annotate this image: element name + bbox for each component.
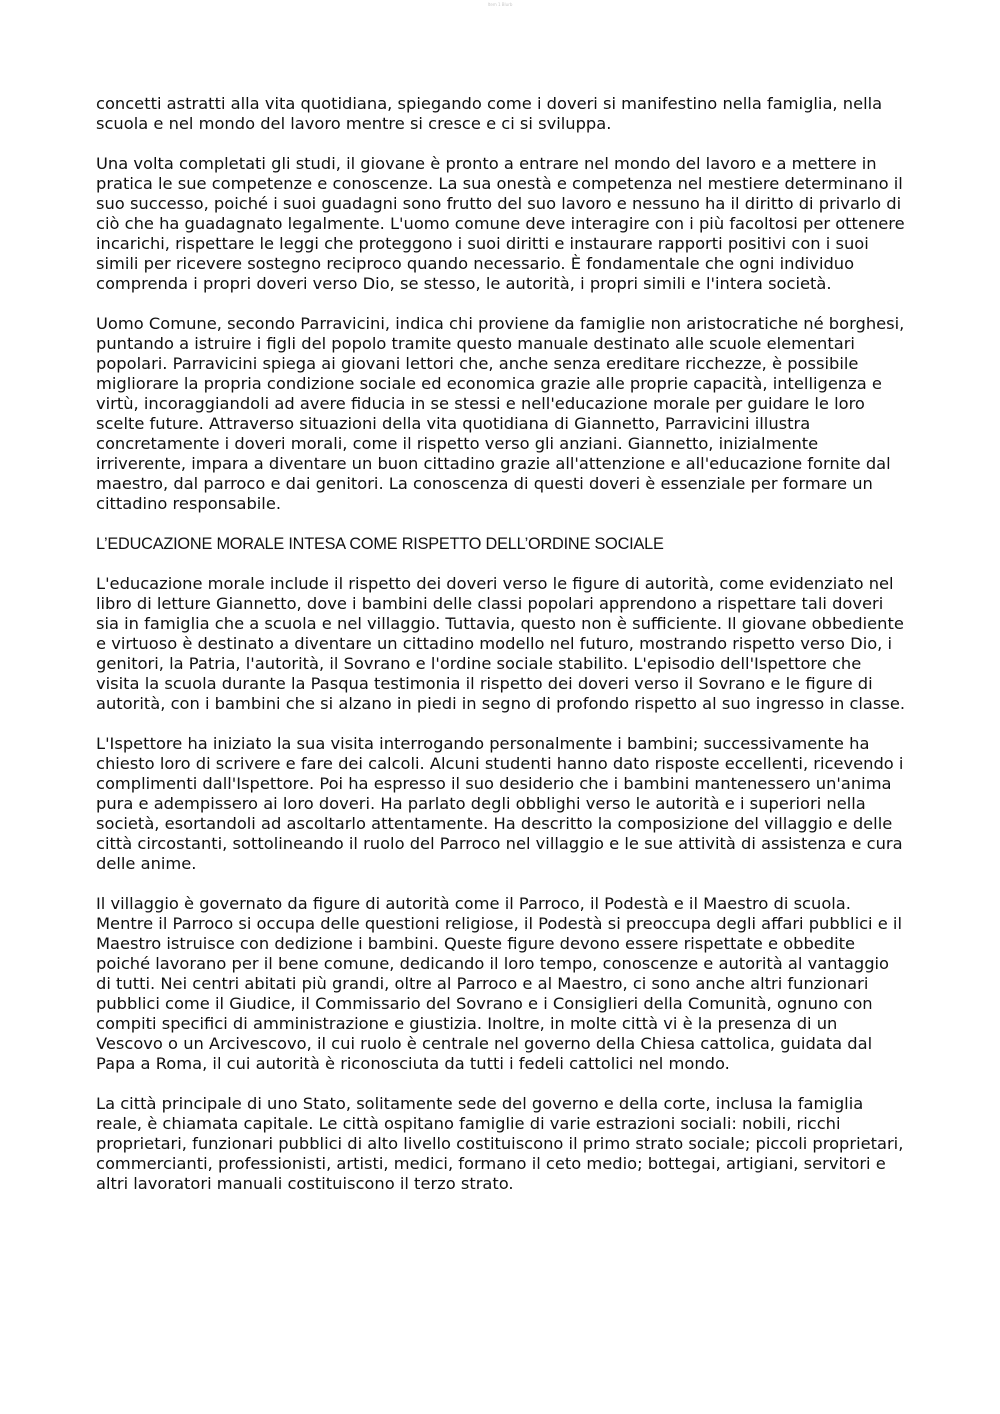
paragraph-7: La città principale di uno Stato, solitamente sede del governo e della corte, inclusa la famiglia reale, è chiamata capitale. Le città ospitano famiglie di varie estrazioni sociali: nobili, ricchi proprietari, funzionari pubblici di alto livello costituiscono il primo strato sociale; piccoli proprietari, commercianti, professionisti, artisti, medici, formano il ceto medio; bottegai, artigiani, servitori e altri lavoratori manuali costituiscono il terzo strato. — [96, 1094, 904, 1193]
section-heading: L’EDUCAZIONE MORALE INTESA COME RISPETTO DELL’ORDINE SOCIALE — [96, 535, 664, 553]
paragraph-5: L'Ispettore ha iniziato la sua visita interrogando personalmente i bambini; successivamente ha chiesto loro di scrivere e fare dei calcoli. Alcuni studenti hanno dato risposte eccellenti, ricevendo i complimenti dall'Ispettore. Poi ha espresso il suo desiderio che i bambini mantenessero un'anima pura e adempissero ai loro doveri. Ha parlato degli obblighi verso le autorità e i superiori nella società, esortandoli ad ascoltarlo attentamente. Ha descritto la composizione del villaggio e delle città circostanti, sottolineando il ruolo del Parroco nel villaggio e le sue attività di assistenza e cura delle anime. — [96, 734, 904, 873]
paragraph-4: L'educazione morale include il rispetto dei doveri verso le figure di autorità, come evidenziato nel libro di letture Giannetto, dove i bambini delle classi popolari apprendono a rispettare tali doveri sia in famiglia che a scuola e nel villaggio. Tuttavia, questo non è sufficiente. Il giovane obbediente e virtuoso è destinato a diventare un cittadino modello nel futuro, mostrando rispetto verso Dio, i genitori, la Patria, l'autorità, il Sovrano e l'ordine sociale stabilito. L'episodio dell'Ispettore che visita la scuola durante la Pasqua testimonia il rispetto dei doveri verso il Sovrano e le figure di autorità, con i bambini che si alzano in piedi in segno di profondo rispetto al suo ingresso in classe. — [96, 574, 906, 713]
page-header-mark: Item 1 Blurb — [487, 2, 513, 7]
paragraph-1: concetti astratti alla vita quotidiana, spiegando come i doveri si manifestino nella famiglia, nella scuola e nel mondo del lavoro mentre si cresce e ci si sviluppa. — [96, 94, 883, 133]
document-body — [96, 94, 908, 1214]
paragraph-3: Uomo Comune, secondo Parravicini, indica chi proviene da famiglie non aristocratiche né borghesi, puntando a istruire i figli del popolo tramite questo manuale destinato alle scuole elementari popolari. Parravicini spiega ai giovani lettori che, anche senza ereditare ricchezze, è possibile migliorare la propria condizione sociale ed economica grazie alle proprie capacità, intelligenza e virtù, incoraggiandoli ad avere fiducia in se stessi e nell'educazione morale per guidare le loro scelte future. Attraverso situazioni della vita quotidiana di Giannetto, Parravicini illustra concretamente i doveri morali, come il rispetto verso gli anziani. Giannetto, inizialmente irriverente, impara a diventare un buon cittadino grazie all'attenzione e all'educazione fornite dal maestro, dal parroco e dai genitori. La conoscenza di questi doveri è essenziale per formare un cittadino responsabile. — [96, 314, 905, 513]
paragraph-2: Una volta completati gli studi, il giovane è pronto a entrare nel mondo del lavoro e a mettere in pratica le sue competenze e conoscenze. La sua onestà e competenza nel mestiere determinano il suo successo, poiché i suoi guadagni sono frutto del suo lavoro e nessuno ha il diritto di privarlo di ciò che ha guadagnato legalmente. L'uomo comune deve interagire con i più facoltosi per ottenere incarichi, rispettare le leggi che proteggono i suoi diritti e instaurare rapporti positivi con i suoi simili per ricevere sostegno reciproco quando necessario. È fondamentale che ogni individuo comprenda i propri doveri verso Dio, se stesso, le autorità, i propri simili e l'intera società. — [96, 154, 905, 293]
paragraph-6: Il villaggio è governato da figure di autorità come il Parroco, il Podestà e il Maestro di scuola. Mentre il Parroco si occupa delle questioni religiose, il Podestà si preoccupa degli affari pubblici e il Maestro istruisce con dedizione i bambini. Queste figure devono essere rispettate e obbedite poiché lavorano per il bene comune, dedicando il loro tempo, conoscenze e autorità al vantaggio di tutti. Nei centri abitati più grandi, oltre al Parroco e al Maestro, ci sono anche altri funzionari pubblici come il Giudice, il Commissario del Sovrano e i Consiglieri della Comunità, ognuno con compiti specifici di amministrazione e giustizia. Inoltre, in molte città vi è la presenza di un Vescovo o un Arcivescovo, il cui ruolo è centrale nel governo della Chiesa cattolica, guidata dal Papa a Roma, il cui autorità è riconosciuta da tutti i fedeli cattolici nel mondo. — [96, 894, 902, 1073]
